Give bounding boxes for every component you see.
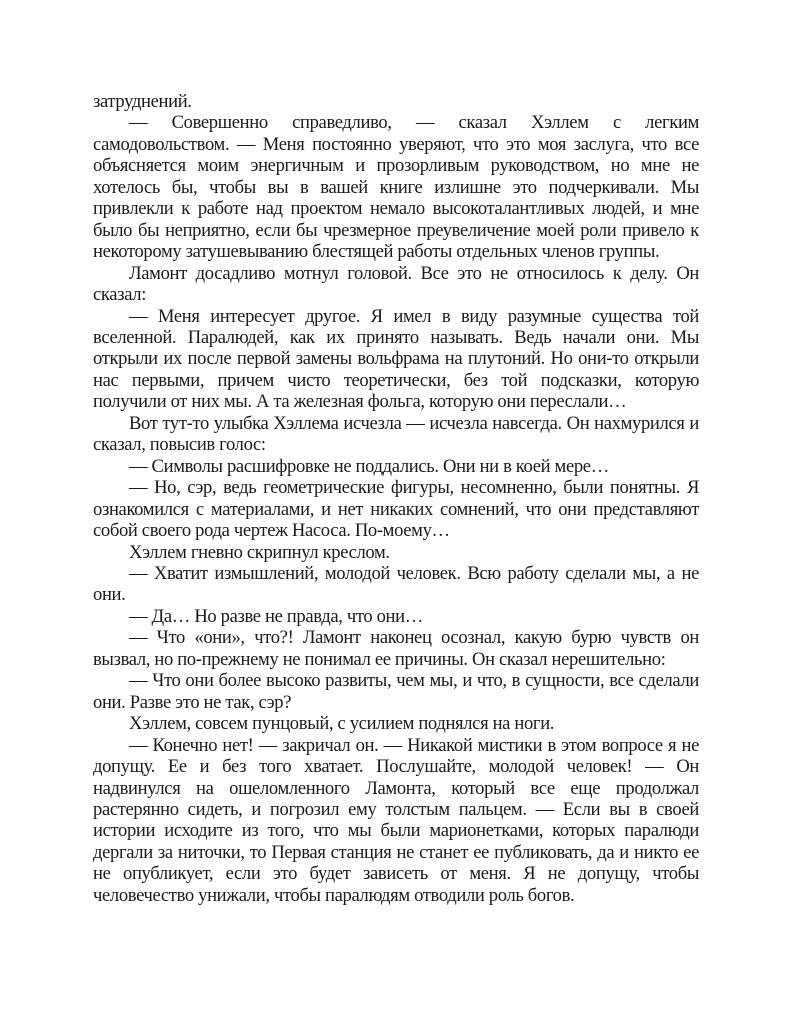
paragraph: — Конечно нет! — закричал он. — Никакой мистики в этом вопросе я не допущу. Ее и без того хватает. Послушайте, молодой человек! — Он надвинулся на ошеломленного Ламонта, который все еще продолжал растерянно сидеть, и погрозил ему толстым пальцем. — Если вы в своей истории исходите из того, что мы были марионетками, которых паралюди дергали за ниточки, то Первая станция не станет ее публиковать, да и никто ее не опубликует, если это будет зависеть от меня. Я не допущу, чтобы человечество унижали, чтобы паралюдям отводили роль богов. [93,734,699,906]
paragraph: — Совершенно справедливо, — сказал Хэллем с легким самодовольством. — Меня постоянно уверяют, что это моя заслуга, что все объясняется моим энергичным и прозорливым руководством, но мне не хотелось бы, чтобы вы в вашей книге излишне это подчеркивали. Мы привлекли к работе над проектом немало высокоталантливых людей, и мне было бы неприятно, если бы чрезмерное преувеличение моей роли привело к некоторому затушевыванию блестящей работы отдельных членов группы. [93,112,699,263]
paragraph: — Символы расшифровке не поддались. Они ни в коей мере… [129,455,609,477]
paragraph: Вот тут-то улыбка Хэллема исчезла — исчезла навсегда. Он нахмурился и сказал, повысив голос: [93,412,699,456]
paragraph: — Да… Но разве не правда, что они… [129,605,424,627]
paragraph: Хэллем, совсем пунцовый, с усилием поднялся на ноги. [129,713,555,735]
paragraph: — Хватит измышлений, молодой человек. Всю работу сделали мы, а не они. [93,562,699,606]
paragraph: — Что они более высоко развиты, чем мы, и что, в сущности, все сделали они. Разве это не так, сэр? [93,670,699,713]
paragraph: Хэллем гневно скрипнул креслом. [129,541,390,563]
paragraph: Ламонт досадливо мотнул головой. Все это не относилось к делу. Он сказал: [93,262,699,306]
paragraph: — Но, сэр, ведь геометрические фигуры, несомненно, были понятны. Я ознакомился с материалами, и нет никаких сомнений, что они представляют собой своего рода чертеж Насоса. По-моему… [93,477,699,542]
paragraph: затруднений. [93,91,192,112]
paragraph: — Меня интересует другое. Я имел в виду разумные существа той вселенной. Паралюдей, как их принято называть. Ведь начали они. Мы открыли их после первой замены вольфрама на плутоний. Но они-то открыли нас первыми, причем чисто теоретически, без той подсказки, которую получили от них мы. А та железная фольга, которую они переслали… [93,305,699,413]
paragraph: — Что «они», что?! Ламонт наконец осознал, какую бурю чувств он вызвал, но по-прежнему не понимал ее причины. Он сказал нерешительно: [93,627,699,670]
document-page [93,91,699,906]
